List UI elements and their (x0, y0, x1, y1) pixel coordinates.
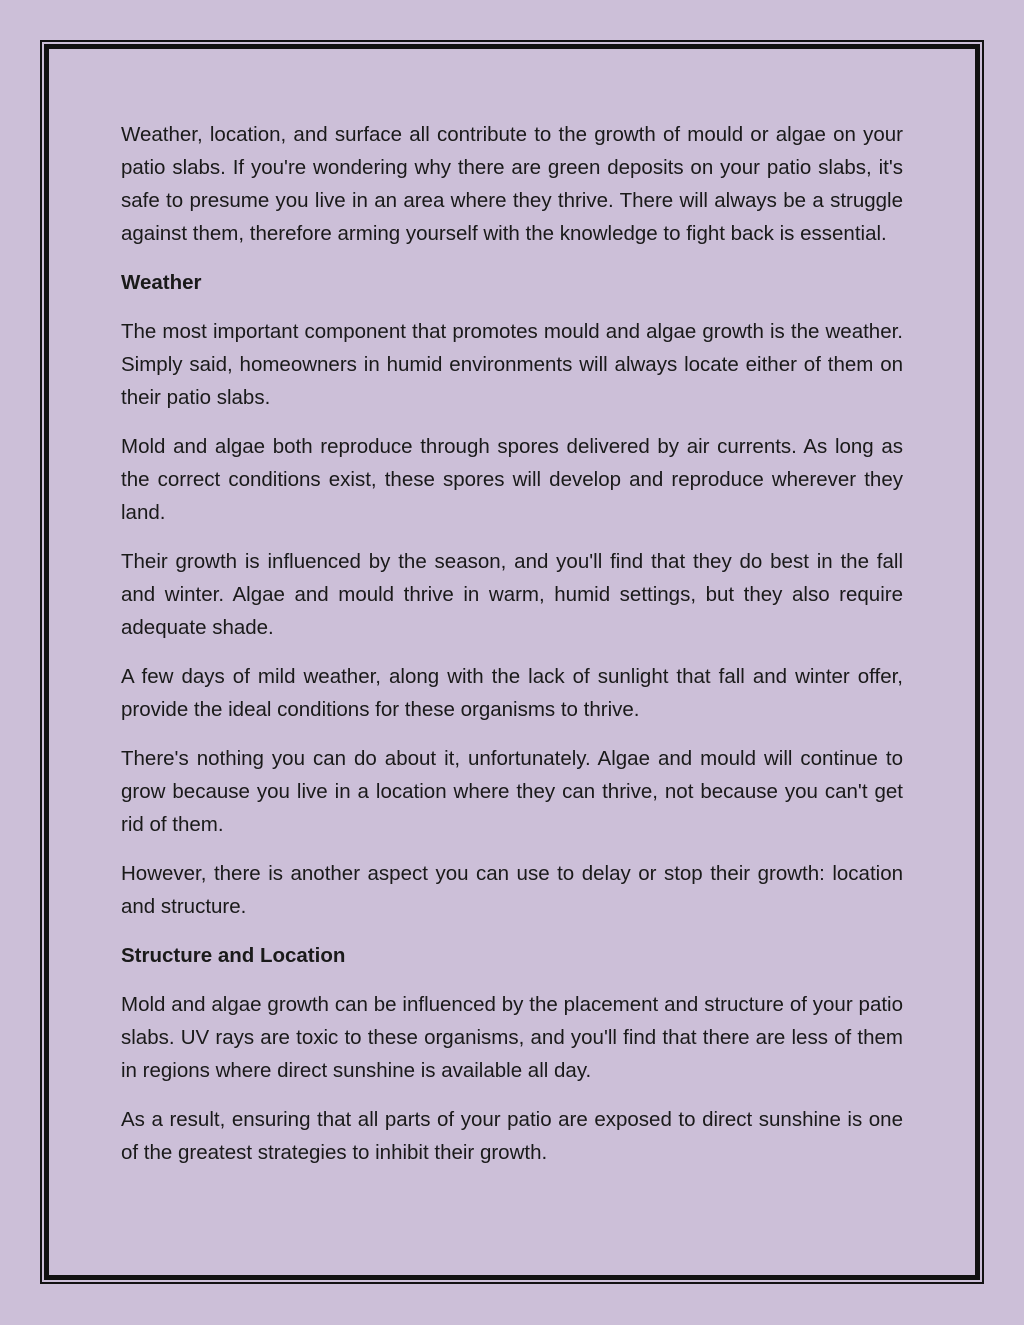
weather-paragraph-1: The most important component that promotes mould and algae growth is the weather. Simply said, homeowners in humid environments will always locate either of them on their patio slabs. (121, 320, 903, 409)
structure-paragraph-1: Mold and algae growth can be influenced by the placement and structure of your patio slabs. UV rays are toxic to these organisms, and you'll find that there are less of them in regions where direct sunshine is available all day. (121, 993, 903, 1082)
document-body (121, 118, 903, 1185)
weather-paragraph-4: A few days of mild weather, along with the lack of sunlight that fall and winter offer, provide the ideal conditions for these organisms to thrive. (121, 665, 903, 721)
intro-paragraph: Weather, location, and surface all contribute to the growth of mould or algae on your patio slabs. If you're wondering why there are green deposits on your patio slabs, it's safe to presume you live in an area where they thrive. There will always be a struggle against them, therefore arming yourself with the knowledge to fight back is essential. (121, 123, 903, 245)
section-heading-weather: Weather (121, 271, 202, 294)
structure-paragraph-2: As a result, ensuring that all parts of your patio are exposed to direct sunshine is one of the greatest strategies to inhibit their growth. (121, 1108, 903, 1164)
weather-paragraph-3: Their growth is influenced by the season, and you'll find that they do best in the fall and winter. Algae and mould thrive in warm, humid settings, but they also require adequate shade. (121, 550, 903, 639)
weather-paragraph-5: There's nothing you can do about it, unfortunately. Algae and mould will continue to grow because you live in a location where they can thrive, not because you can't get rid of them. (121, 747, 903, 836)
section-heading-structure: Structure and Location (121, 944, 346, 967)
weather-paragraph-6: However, there is another aspect you can use to delay or stop their growth: location and structure. (121, 862, 903, 918)
weather-paragraph-2: Mold and algae both reproduce through spores delivered by air currents. As long as the correct conditions exist, these spores will develop and reproduce wherever they land. (121, 435, 903, 524)
